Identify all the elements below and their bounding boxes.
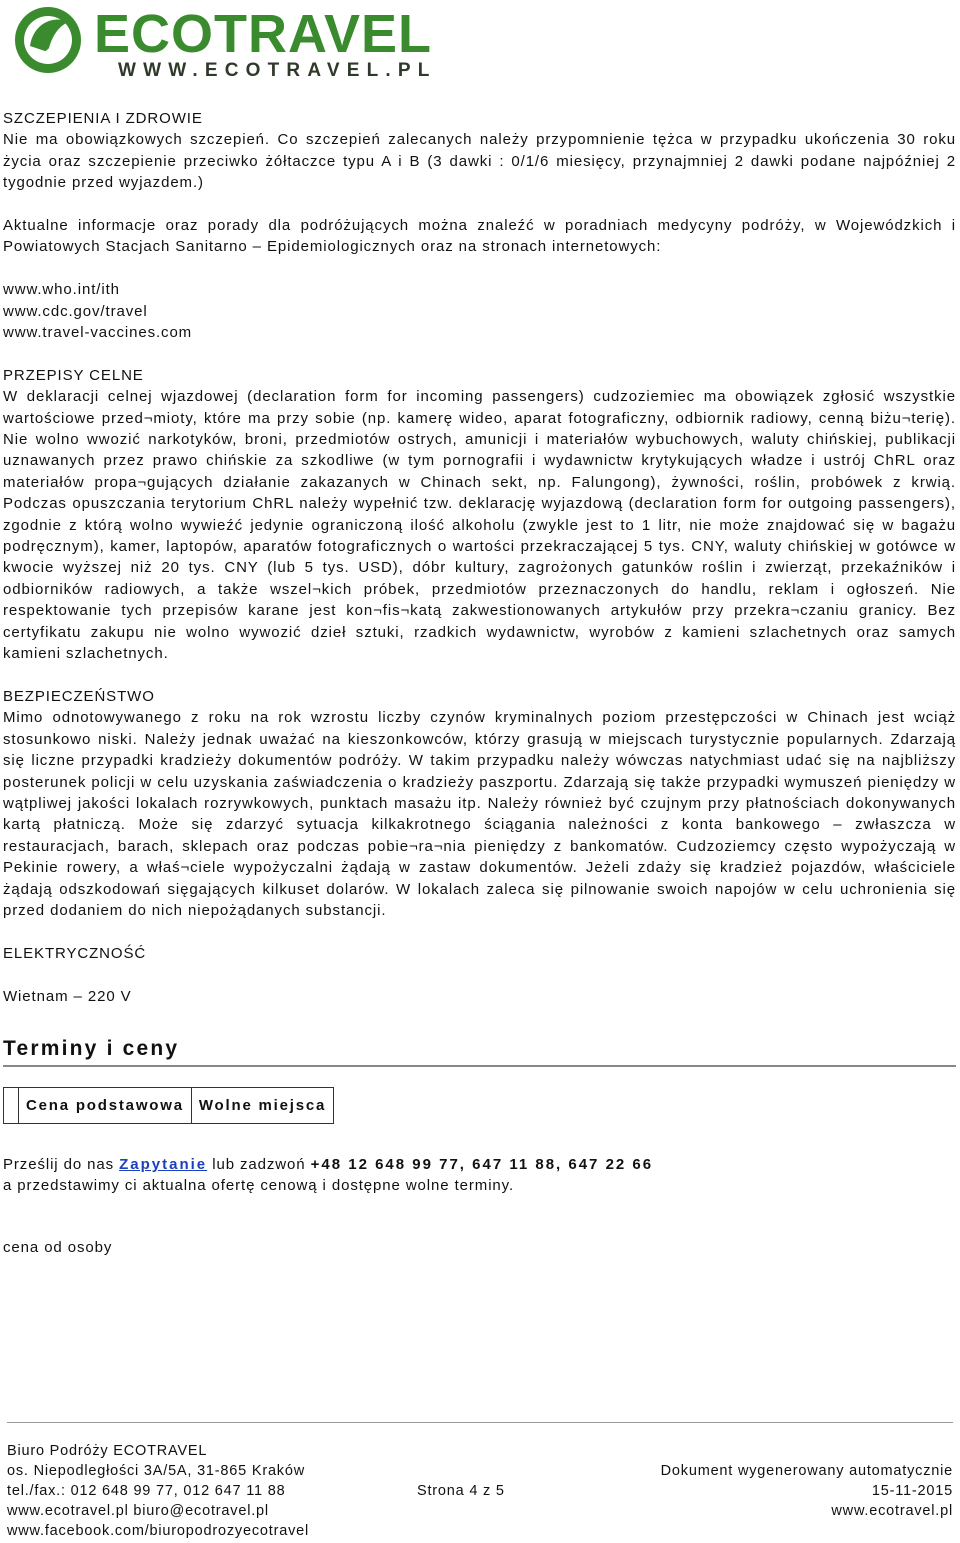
section-title-electricity: ELEKTRYCZNOŚĆ [3, 944, 147, 962]
section-title-health: SZCZEPIENIA I ZDROWIE [3, 110, 203, 127]
inquiry-link[interactable]: Zapytanie [119, 1155, 208, 1173]
customs-text: W deklaracji celnej wjazdowej (declaration form for incoming passengers) cudzoziemiec ma obowiązek zgłosić wszystkie wartościowe przed¬mioty, które ma przy sobie (np. kamerę wideo, aparat fotograficzny, odbiornik radiowy, cenną biżu¬terię). Nie wolno wwozić narkotyków, broni, przedmiotów ostrych, amunicji i materiałów wybuchowych, waluty chińskiej, publikacji uznawanych przez prawo chińskie za szkodliwe (w tym pornografii i wydawnictw krytykujących władze i ustrój ChRL oraz materiałów propa¬gujących działanie zakazanych w Chinach sekt, np. Falungong), żywności, roślin, probówek z krwią. Podczas opuszczania terytorium ChRL należy wypełnić tzw. deklarację wyjazdową (declaration form for outgoing passengers), zgodnie z którą wolno wywieźć jedynie ograniczoną ilość alkoholu (zwykle jest to 1 litr, nie może znajdować się w bagażu podręcznym), kamer, laptopów, aparatów fotograficznych o wartości przekraczającej 5 tys. CNY, waluty chińskiej w gotówce w kwocie wyższej niż 20 tys. CNY (lub 5 tys. USD), dóbr kultury, zagrożonych gatunków roślin i zwierząt, przekaźników i odbiorników radiowych, a także wszel¬kich próbek, przedmiotów przeznaczonych do handlu, reklam i ogłoszeń. Nie respektowanie tych przepisów karane jest kon¬fis¬katą zakwestionowanych artykułów przy przekra¬czaniu granicy. Bez certyfikatu zakupu nie wolno wywozić dzieł sztuki, rzadkich wydawnictw, wyrobów z kamieni szlachetnych oraz samych kamieni szlachetnych. [3, 388, 956, 663]
safety-text: Mimo odnotowywanego z roku na rok wzrostu liczby czynów kryminalnych poziom przestępczości w Chinach jest wciąż stosunkowo niski. Należy jednak uważać na kieszonkowców, którzy grasują w miejscach turystycznie popularnych. Zdarzają się liczne przypadki kradzieży dokumentów podróży. W takim przypadku należy wówczas natychmiast udać się na najbliższy posterunek policji w celu uzyskania zaświadczenia o kradzieży paszportu. Zdarzają się także przypadki wymuszeń pieniędzy w wątpliwej jakości lokalach rozrywkowych, punktach masażu itp. Należy również być czujnym przy płatnościach dokonywanych kartą płatniczą. Może się zdarzyć sytuacja kilkakrotnego ściągania należności z konta bankowego – zwłaszcza w restauracjach, barach, sklepach oraz podczas pobie¬ra¬nia pieniędzy z bankomatów. Cudzoziemcy często wypożyczają w Pekinie rowery, a właś¬ciele wypożyczalni żądają w zastaw dokumentów. Jeżeli zdaży się kradzież pojazdów, właściciele żądają odszkodowań sięgających kilkuset dolarów. W lokalach zaleca się pilnowanie swoich napojów w celu uchronienia się przed dodaniem do nich niepożądanych substancji. [3, 709, 956, 919]
prices-table [3, 1087, 334, 1124]
link-travel-vaccines: www.travel-vaccines.com [3, 324, 193, 342]
footer-phone: tel./fax.: 012 648 99 77, 012 647 11 88 [7, 1483, 286, 1499]
footer-site: www.ecotravel.pl [831, 1503, 953, 1519]
link-who: www.who.int/ith [3, 281, 120, 299]
document-content [3, 108, 956, 1258]
electricity-text: Wietnam – 220 V [3, 987, 132, 1005]
footer-page-number: Strona 4 z 5 [417, 1483, 505, 1499]
footer-web-email: www.ecotravel.pl biuro@ecotravel.pl [7, 1503, 269, 1519]
ecotravel-logo [8, 0, 478, 84]
footer-generated: Dokument wygenerowany automatycznie [660, 1463, 953, 1479]
page-footer [7, 1422, 953, 1541]
logo-url: WWW.ECOTRAVEL.PL [118, 60, 437, 81]
link-cdc: www.cdc.gov/travel [3, 302, 148, 320]
footer-date: 15-11-2015 [871, 1483, 953, 1499]
footer-address: os. Niepodległości 3A/5A, 31-865 Kraków [7, 1463, 305, 1479]
section-title-safety: BEZPIECZEŃSTWO [3, 687, 155, 705]
contact-line-2: a przedstawimy ci aktualna ofertę cenową i dostępne wolne terminy. [3, 1177, 515, 1195]
price-note: cena od osoby [3, 1238, 113, 1256]
section-title-customs: PRZEPISY CELNE [3, 366, 144, 384]
contact-prefix: Prześlij do nas [3, 1155, 115, 1173]
column-free-seats: Wolne miejsca [191, 1087, 333, 1123]
contact-phone: +48 12 648 99 77, 647 11 88, 647 22 66 [310, 1155, 654, 1173]
table-row [4, 1087, 334, 1123]
contact-line [3, 1154, 956, 1175]
health-text: Nie ma obowiązkowych szczepień. Co szczepień zalecanych należy przypomnienie tężca w przypadku ukończenia 30 roku życia oraz szczepienie przeciwko żółtaczce typu A i B (3 dawki : 0/1/6 miesięcy, przynajmniej 2 dawki podane najpóźniej 2 tygodnie przed wyjazdem.) [3, 131, 956, 192]
column-base-price: Cena podstawowa [19, 1087, 192, 1123]
footer-facebook: www.facebook.com/biuropodrozyecotravel [7, 1523, 310, 1539]
logo-brand: ECOTRAVEL [94, 4, 433, 64]
terms-heading: Terminy i ceny [3, 1035, 956, 1067]
contact-mid: lub zadzwoń [212, 1155, 306, 1173]
footer-company: Biuro Podróży ECOTRAVEL [7, 1443, 208, 1459]
table-cell-blank [4, 1087, 19, 1123]
advice-text: Aktualne informacje oraz porady dla podróżujących można znaleźć w poradniach medycyny podróży, w Wojewódzkich i Powiatowych Stacjach Sanitarno – Epidemiologicznych oraz na stronach internetowych: [3, 217, 956, 256]
